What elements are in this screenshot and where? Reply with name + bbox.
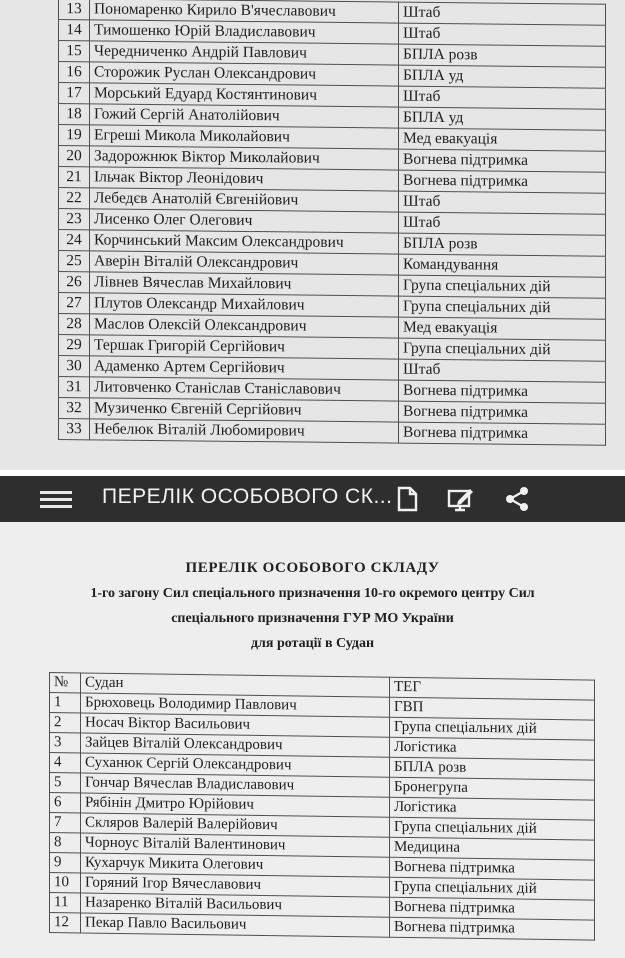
person-name: Суханюк Сергій Олександрович (81, 753, 390, 777)
person-name: Морський Едуард Костянтинович (90, 83, 399, 107)
row-number: 33 (59, 419, 90, 440)
person-name: Аверін Віталій Олександрович (90, 251, 399, 275)
roster-photo-continuation (0, 0, 625, 470)
row-number: 4 (50, 753, 81, 773)
row-number: 5 (50, 773, 81, 793)
person-name: Чередниченко Андрій Павлович (90, 41, 399, 65)
row-number: 22 (59, 188, 90, 209)
unit-assignment: Бронегрупа (390, 777, 595, 800)
person-name: Небелюк Віталій Любомирович (90, 419, 399, 443)
unit-assignment: Група спеціальних дій (399, 275, 606, 298)
person-name: Рябінін Дмитро Юрійович (81, 793, 390, 817)
person-name: Кухарчук Микита Олегович (81, 853, 390, 877)
unit-assignment: БПЛА розв (390, 757, 595, 780)
unit-assignment: Група спеціальних дій (399, 338, 606, 361)
share-icon[interactable] (502, 484, 532, 514)
row-number: 26 (59, 272, 90, 293)
person-name: Егреші Микола Миколайович (90, 125, 399, 149)
person-name: Задорожнюк Віктор Миколайович (90, 146, 399, 170)
unit-assignment: Група спеціальних дій (390, 717, 595, 740)
person-name: Сторожик Руслан Олександрович (90, 62, 399, 86)
person-name: Гожий Сергій Анатолійович (90, 104, 399, 128)
unit-assignment: Вогнева підтримка (390, 897, 595, 920)
row-number: 32 (59, 398, 90, 419)
row-number: 7 (50, 813, 81, 833)
column-header-unit: ТЕГ (390, 677, 595, 700)
unit-assignment: Штаб (399, 212, 606, 235)
unit-assignment: Логістика (390, 737, 595, 760)
unit-assignment: Медицина (390, 837, 595, 860)
row-number: 18 (59, 104, 90, 125)
unit-assignment: БПЛА розв (399, 44, 606, 67)
unit-assignment: Командування (399, 254, 606, 277)
person-name: Гончар Вячеслав Владиславович (81, 773, 390, 797)
row-number: 1 (50, 693, 81, 713)
row-number: 12 (50, 913, 81, 933)
column-header-num: № (50, 673, 81, 693)
row-number: 14 (59, 20, 90, 41)
table-row (59, 419, 606, 446)
roster-table-body (59, 0, 606, 445)
person-name: Корчинський Максим Олександрович (90, 230, 399, 254)
unit-assignment: Логістика (390, 797, 595, 820)
person-name: Скляров Валерій Валерійович (81, 813, 390, 837)
person-name: Чорноус Віталій Валентинович (81, 833, 390, 857)
unit-assignment: Вогнева підтримка (399, 170, 606, 193)
person-name: Адаменко Артем Сергійович (90, 356, 399, 380)
person-name: Маслов Олексій Олександрович (90, 314, 399, 338)
document-subheading-3: для ротації в Судан (250, 636, 375, 651)
unit-assignment: Вогнева підтримка (399, 422, 606, 445)
roster-table (49, 672, 595, 941)
document-viewer (0, 476, 625, 958)
unit-assignment: Вогнева підтримка (399, 380, 606, 403)
row-number: 11 (50, 893, 81, 913)
unit-assignment: Група спеціальних дій (390, 817, 595, 840)
document-subheading-1: 1-го загону Сил спеціального призначення 10-го окремого центру Сил (90, 586, 535, 601)
unit-assignment: Мед евакуація (399, 317, 606, 340)
row-number: 30 (59, 356, 90, 377)
unit-assignment: БПЛА уд (399, 65, 606, 88)
row-number: 10 (50, 873, 81, 893)
unit-assignment: Група спеціальних дій (390, 877, 595, 900)
row-number: 6 (50, 793, 81, 813)
row-number: 31 (59, 377, 90, 398)
row-number: 17 (59, 83, 90, 104)
person-name: Лівнев Вячеслав Михайлович (90, 272, 399, 296)
document-subheading-2: спеціального призначення ГУР МО України (171, 611, 454, 626)
person-name: Литовченко Станіслав Станіславович (90, 377, 399, 401)
row-number: 27 (59, 293, 90, 314)
unit-assignment: Група спеціальних дій (399, 296, 606, 319)
person-name: Горяний Ігор Вячеславович (81, 873, 390, 897)
unit-assignment: Вогнева підтримка (399, 149, 606, 172)
unit-assignment: Штаб (399, 86, 606, 109)
row-number: 28 (59, 314, 90, 335)
unit-assignment: Мед евакуація (399, 128, 606, 151)
person-name: Лисенко Олег Олегович (90, 209, 399, 233)
person-name: Ільчак Віктор Леонідович (90, 167, 399, 191)
row-number: 13 (59, 0, 90, 20)
unit-assignment: ГВП (390, 697, 595, 720)
row-number: 8 (50, 833, 81, 853)
unit-assignment: Штаб (399, 191, 606, 214)
person-name: Пономаренко Кирило В'ячеславович (90, 0, 399, 23)
row-number: 19 (59, 125, 90, 146)
person-name: Зайцев Віталій Олександрович (81, 733, 390, 757)
person-name: Назаренко Віталій Васильович (81, 893, 390, 917)
unit-assignment: Штаб (399, 23, 606, 46)
person-name: Брюховець Володимир Павлович (81, 693, 390, 717)
person-name: Тимошенко Юрій Владиславович (90, 20, 399, 44)
unit-assignment: Вогнева підтримка (399, 401, 606, 424)
row-number: 24 (59, 230, 90, 251)
person-name: Плутов Олександр Михайлович (90, 293, 399, 317)
unit-assignment: БПЛА розв (399, 233, 606, 256)
row-number: 16 (59, 62, 90, 83)
edit-icon[interactable] (446, 484, 476, 514)
row-number: 23 (59, 209, 90, 230)
person-name: Пекар Павло Васильович (81, 913, 390, 937)
app-bar (0, 476, 625, 522)
person-name: Музиченко Євгеній Сергійович (90, 398, 399, 422)
person-name: Лебедєв Анатолій Євгенійович (90, 188, 399, 212)
document-icon[interactable] (392, 484, 422, 514)
unit-assignment: Вогнева підтримка (390, 917, 595, 940)
column-header-name: Судан (81, 673, 390, 697)
unit-assignment: БПЛА уд (399, 107, 606, 130)
roster-table-continuation (58, 0, 606, 446)
row-number: 20 (59, 146, 90, 167)
unit-assignment: Штаб (399, 2, 606, 25)
person-name: Тершак Григорій Сергійович (90, 335, 399, 359)
row-number: 15 (59, 41, 90, 62)
menu-icon[interactable] (40, 491, 72, 509)
document-heading: ПЕРЕЛІК ОСОБОВОГО СКЛАДУ (185, 560, 440, 576)
row-number: 9 (50, 853, 81, 873)
document-title: ПЕРЕЛІК ОСОБОВОГО СК... (102, 485, 393, 508)
unit-assignment: Вогнева підтримка (390, 857, 595, 880)
unit-assignment: Штаб (399, 359, 606, 382)
row-number: 3 (50, 733, 81, 753)
row-number: 2 (50, 713, 81, 733)
row-number: 25 (59, 251, 90, 272)
row-number: 29 (59, 335, 90, 356)
person-name: Носач Віктор Васильович (81, 713, 390, 737)
roster-table-body (50, 693, 595, 941)
row-number: 21 (59, 167, 90, 188)
